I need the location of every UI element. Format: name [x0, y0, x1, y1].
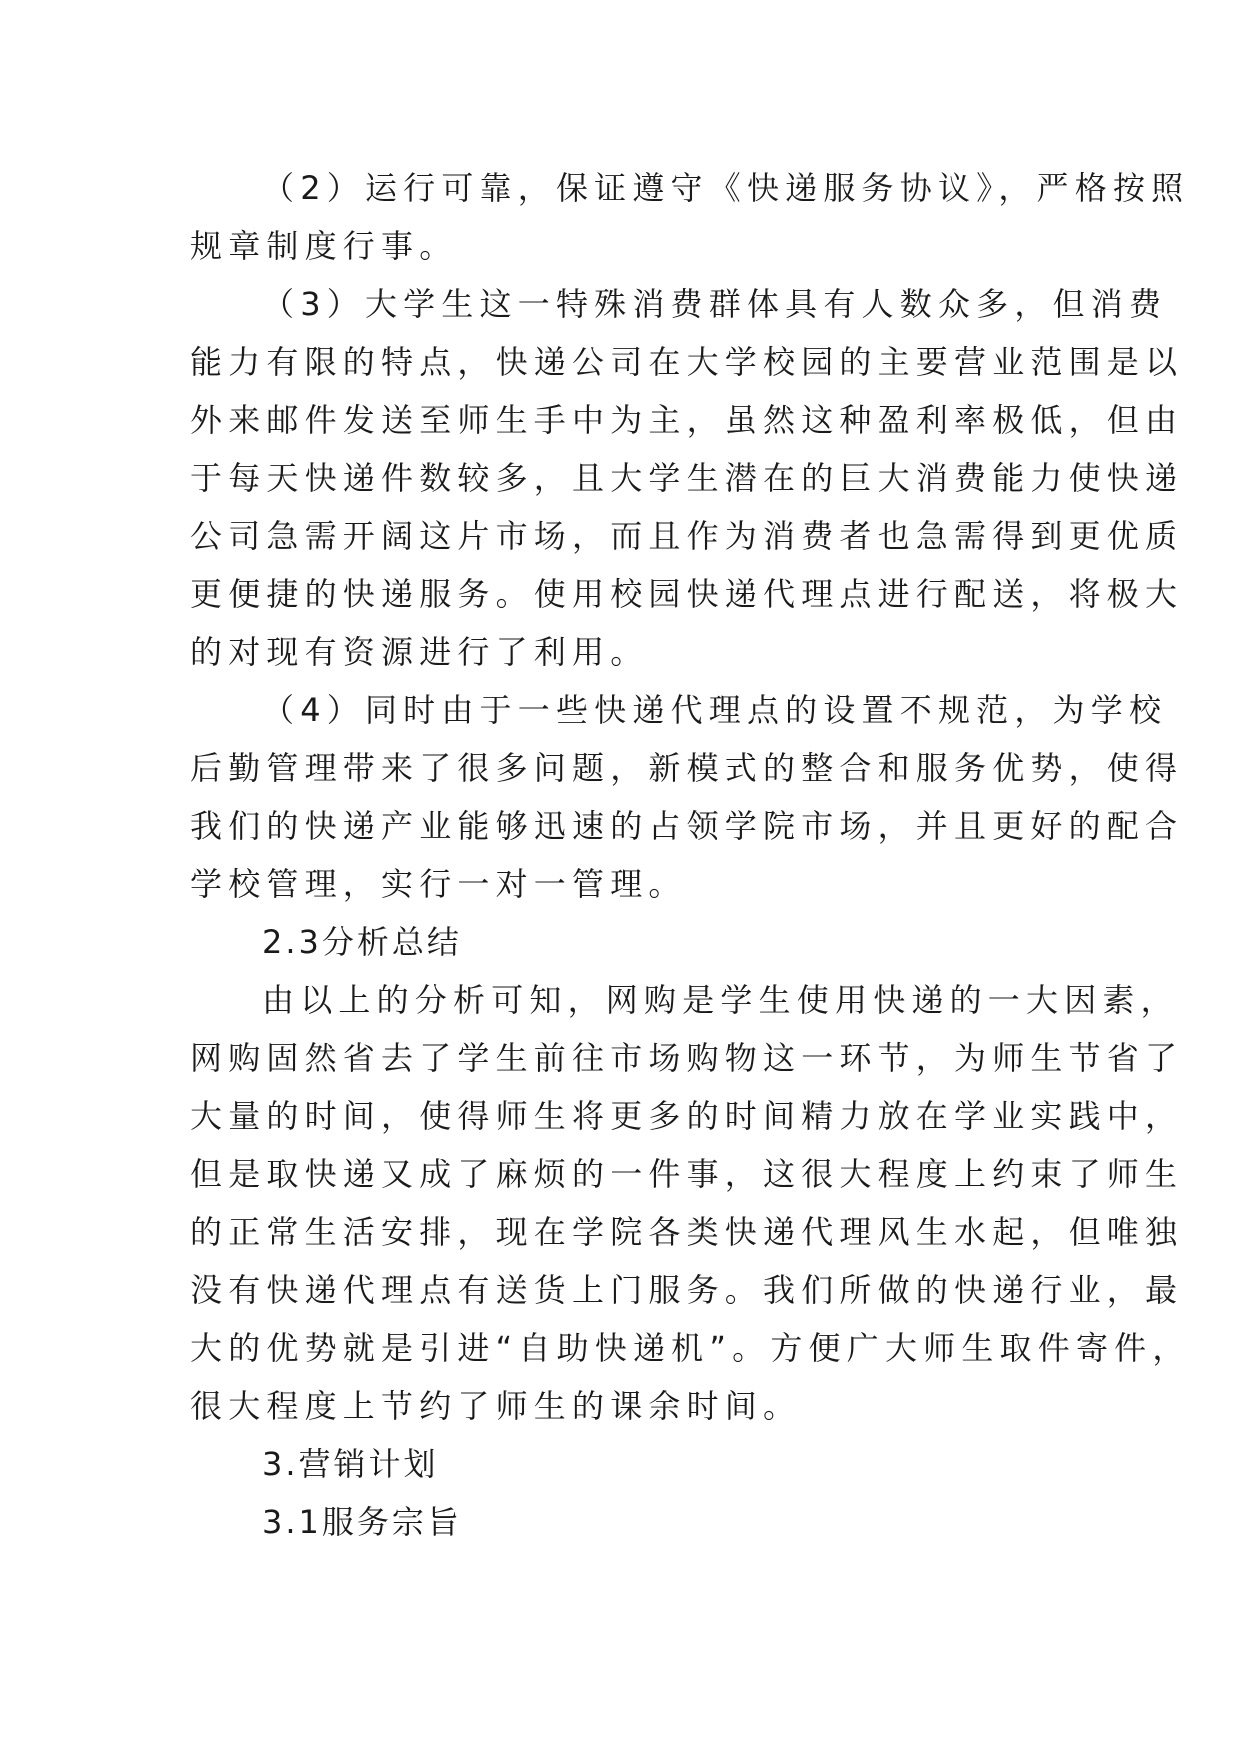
paragraph-3-line-4: 于每天快递件数较多，且大学生潜在的巨大消费能力使快递	[190, 459, 1184, 497]
paragraph-3-line-6: 更便捷的快递服务。使用校园快递代理点进行配送，将极大	[190, 575, 1184, 613]
paragraph-4-line-1: （4）同时由于一些快递代理点的设置不规范，为学校	[262, 691, 1168, 729]
paragraph-4-line-4: 学校管理，实行一对一管理。	[190, 865, 687, 903]
paragraph-3-line-1: （3）大学生这一特殊消费群体具有人数众多，但消费	[262, 285, 1168, 323]
section-heading-2-3: 2.3分析总结	[262, 923, 462, 961]
paragraph-4-line-2: 后勤管理带来了很多问题，新模式的整合和服务优势，使得	[190, 749, 1184, 787]
summary-line-8: 很大程度上节约了师生的课余时间。	[190, 1387, 802, 1425]
summary-line-6: 没有快递代理点有送货上门服务。我们所做的快递行业，最	[190, 1271, 1184, 1309]
summary-line-1: 由以上的分析可知，网购是学生使用快递的一大因素，	[262, 981, 1179, 1019]
paragraph-2-line-1: （2）运行可靠，保证遵守《快递服务协议》，严格按照	[262, 169, 1190, 207]
section-heading-3: 3.营销计划	[262, 1445, 439, 1483]
section-heading-3-1: 3.1服务宗旨	[262, 1503, 462, 1541]
paragraph-3-line-5: 公司急需开阔这片市场，而且作为消费者也急需得到更优质	[190, 517, 1184, 555]
summary-line-4: 但是取快递又成了麻烦的一件事，这很大程度上约束了师生	[190, 1155, 1184, 1193]
summary-line-3: 大量的时间，使得师生将更多的时间精力放在学业实践中，	[190, 1097, 1184, 1135]
paragraph-3-line-7: 的对现有资源进行了利用。	[190, 633, 649, 671]
paragraph-3-line-2: 能力有限的特点，快递公司在大学校园的主要营业范围是以	[190, 343, 1184, 381]
summary-line-7: 大的优势就是引进“自助快递机”。方便广大师生取件寄件，	[190, 1329, 1191, 1367]
summary-line-5: 的正常生活安排，现在学院各类快递代理风生水起，但唯独	[190, 1213, 1184, 1251]
paragraph-2-line-2: 规章制度行事。	[190, 227, 458, 265]
summary-line-2: 网购固然省去了学生前往市场购物这一环节，为师生节省了	[190, 1039, 1184, 1077]
paragraph-4-line-3: 我们的快递产业能够迅速的占领学院市场，并且更好的配合	[190, 807, 1184, 845]
paragraph-3-line-3: 外来邮件发送至师生手中为主，虽然这种盈利率极低，但由	[190, 401, 1184, 439]
